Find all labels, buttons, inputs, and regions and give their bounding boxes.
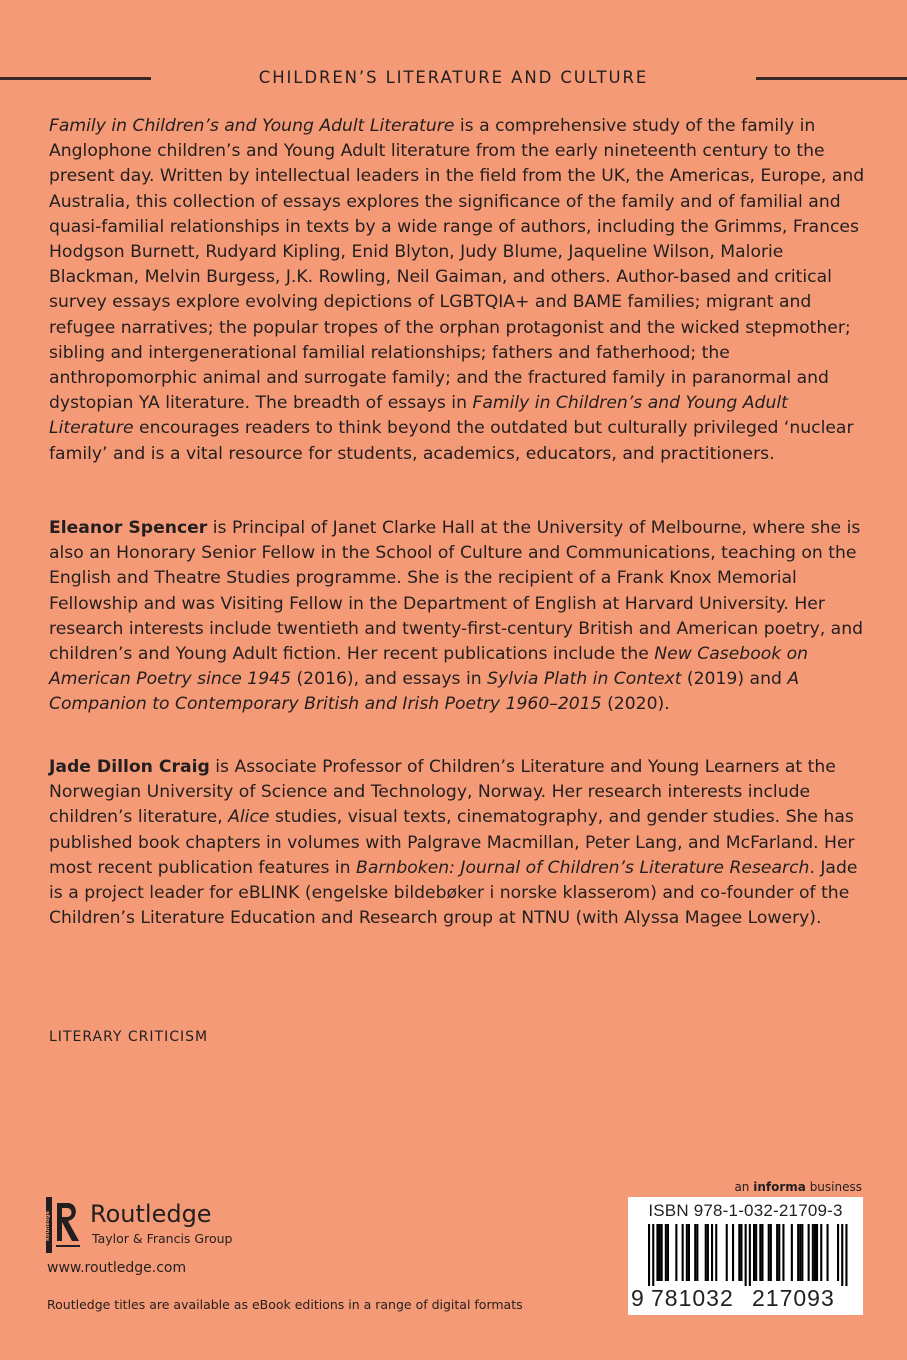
barcode-bar	[776, 1224, 778, 1281]
barcode-bar	[791, 1224, 793, 1281]
barcode-guard-bar	[745, 1224, 747, 1286]
description-text-2: encourages readers to think beyond the outdated but culturally privileged ‘nuclear family’ and is a vital resource for students, academics, educators, and practitioners.	[49, 418, 854, 464]
barcode-bar	[696, 1224, 698, 1281]
bio-craig-text-2: studies, visual texts, cinematography, and gender studies. She has published book chapters in volumes with Palgrave Macmillan, Peter Lang, and McFarland. Her most recent publication features in	[49, 807, 855, 878]
barcode-bar	[778, 1224, 780, 1281]
barcode-bar	[740, 1224, 742, 1281]
barcode-guard-bar	[648, 1224, 650, 1286]
series-header	[0, 66, 907, 90]
barcode-bar	[688, 1224, 690, 1281]
isbn-barcode-box	[628, 1197, 863, 1315]
publisher-name: Routledge	[90, 1200, 212, 1228]
barcode-bar	[711, 1224, 713, 1281]
barcode-bar	[816, 1224, 818, 1281]
ean13-barcode	[628, 1224, 863, 1286]
barcode-bar	[768, 1224, 770, 1281]
barcode-bar	[814, 1224, 816, 1281]
author-name-spencer: Eleanor Spencer	[49, 518, 208, 538]
barcode-bar	[705, 1224, 707, 1281]
bio-spencer-title-2: Sylvia Plath in Context	[487, 669, 682, 690]
book-description	[49, 114, 869, 467]
barcode-bar	[686, 1224, 688, 1281]
informa-prefix: an	[734, 1180, 754, 1194]
informa-brand: informa	[753, 1180, 806, 1194]
barcode-bar	[797, 1224, 799, 1281]
barcode-bar	[837, 1224, 839, 1281]
barcode-bar	[738, 1224, 740, 1281]
barcode-guard-bar	[749, 1224, 751, 1286]
barcode-bar	[665, 1224, 667, 1281]
barcode-guard-bar	[841, 1224, 843, 1286]
barcode-bar	[755, 1224, 757, 1281]
barcode-bar	[726, 1224, 728, 1281]
publisher-website[interactable]: www.routledge.com	[47, 1260, 187, 1276]
author-bio-craig	[49, 755, 869, 931]
series-title: CHILDREN’S LITERATURE AND CULTURE	[258, 68, 649, 87]
barcode-bar	[667, 1224, 669, 1281]
barcode-bar	[732, 1224, 734, 1281]
bio-craig-title-2: Barnboken: Journal of Children’s Literature Research	[356, 857, 810, 878]
routledge-vertical-text: Routledge	[45, 1211, 51, 1241]
bio-spencer-text-2: (2016), and essays in	[291, 669, 488, 690]
barcode-digit-first: 9	[631, 1285, 644, 1311]
bio-spencer-title-1: New Casebook on American Poetry since 1945	[49, 644, 809, 690]
book-title-repeat: Family in Children’s and Young Adult Literature	[49, 393, 788, 439]
bio-spencer-text-4: (2020).	[601, 694, 670, 715]
bio-craig-text-1: is Associate Professor of Children’s Literature and Young Learners at the Norwegian University of Science and Technology, Norway. Her research interests include children’s literature,	[49, 757, 836, 828]
routledge-logo	[46, 1197, 286, 1257]
barcode-bar	[827, 1224, 829, 1281]
barcode-digits	[628, 1283, 863, 1313]
barcode-bar	[675, 1224, 677, 1281]
barcode-bar	[820, 1224, 822, 1281]
barcode-guard-bar	[845, 1224, 847, 1286]
barcode-bar	[715, 1224, 717, 1281]
barcode-bar	[808, 1224, 810, 1281]
barcode-bar	[799, 1224, 801, 1281]
barcode-bar	[659, 1224, 661, 1281]
barcode-bar	[694, 1224, 696, 1281]
bio-craig-text-3: . Jade is a project leader for eBLINK (engelske bildebøker i norske klasserom) and co-founder of the Children’s Literature Education and Research group at NTNU (with Alyssa Magee Lowery).	[49, 857, 858, 929]
bio-spencer-title-3: A Companion to Contemporary British and Irish Poetry 1960–2015	[49, 669, 800, 715]
informa-business-tag	[732, 1180, 862, 1194]
publisher-group: Taylor & Francis Group	[92, 1231, 233, 1246]
bio-craig-title-1: Alice	[228, 807, 270, 828]
barcode-bar	[761, 1224, 763, 1281]
routledge-r-icon	[46, 1197, 82, 1253]
barcode-digits-right: 217093	[752, 1285, 835, 1311]
barcode-bar	[707, 1224, 709, 1281]
barcode-bar	[753, 1224, 755, 1281]
barcode-bar	[661, 1224, 663, 1281]
barcode-bar	[770, 1224, 772, 1281]
author-bio-spencer	[49, 516, 869, 718]
barcode-guard-bar	[652, 1224, 654, 1286]
barcode-bar	[759, 1224, 761, 1281]
barcode-bar	[812, 1224, 814, 1281]
bio-spencer-text-3: (2019) and	[681, 669, 788, 690]
subject-category: LITERARY CRITICISM	[49, 1029, 209, 1045]
isbn-label: ISBN 978-1-032-21709-3	[648, 1201, 843, 1220]
series-rule-left	[0, 77, 151, 80]
ebook-availability-note: Routledge titles are available as eBook editions in a range of digital formats	[47, 1297, 523, 1312]
description-text-1: is a comprehensive study of the family in Anglophone children’s and Young Adult literature from the early nineteenth century to the present day. Written by intellectual leaders in the field from the UK, the Americas, Europe, and Australia, this collection of essays explores the significance of the family and of familial and quasi-familial relationships in texts by a wide range of authors, including the Grimms, Frances Hodgson Burnett, Rudyard Kipling, Enid Blyton, Judy Blume, Jaqueline Wilson, Malorie Blackman, Melvin Burgess, J.K. Rowling, Neil Gaiman, and others. Author-based and critical survey essays explore evolving depictions of LGBTQIA+ and BAME families; migrant and refugee narratives; the popular tropes of the orphan protagonist and the wicked stepmother; sibling and intergenerational familial relationships; fathers and fatherhood; the anthropomorphic animal and surrogate family; and the fractured family in paranormal and dystopian YA literature. The breadth of essays in	[49, 116, 865, 414]
informa-suffix: business	[805, 1180, 862, 1194]
bio-spencer-text-1: is Principal of Janet Clarke Hall at the University of Melbourne, where she is also an Honorary Senior Fellow in the School of Culture and Communications, teaching on the English and Theatre Studies programme. She is the recipient of a Frank Knox Memorial Fellowship and was Visiting Fellow in the Department of English at Harvard University. Her research interests include twentieth and twenty-first-century British and American poetry, and children’s and Young Adult fiction. Her recent publications include the	[49, 518, 864, 665]
barcode-bar	[656, 1224, 658, 1281]
barcode-bar	[782, 1224, 784, 1281]
author-name-craig: Jade Dillon Craig	[49, 757, 210, 777]
book-title: Family in Children’s and Young Adult Literature	[49, 116, 455, 136]
barcode-bar	[801, 1224, 803, 1281]
series-rule-right	[756, 77, 907, 80]
barcode-digits-left: 781032	[651, 1285, 734, 1311]
barcode-bar	[682, 1224, 684, 1281]
